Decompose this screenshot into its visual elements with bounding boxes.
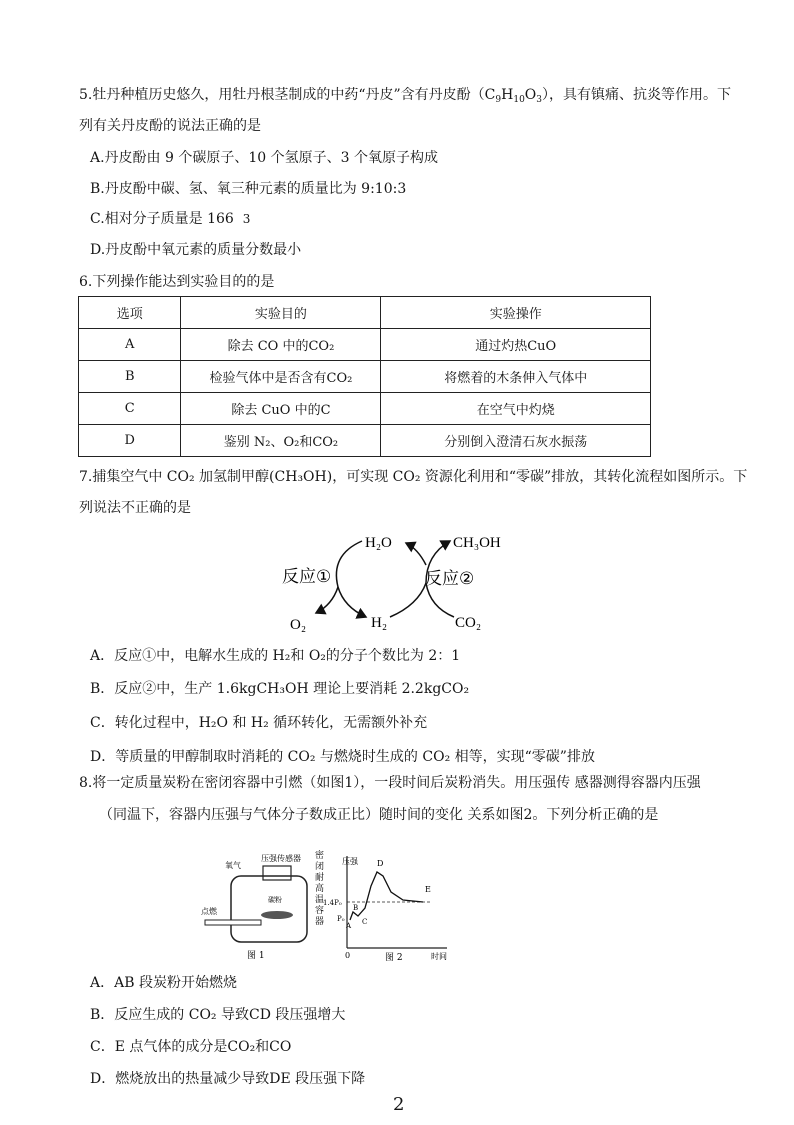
- table-row: [79, 361, 651, 393]
- q6-table: [78, 296, 651, 457]
- point-d: D: [377, 859, 384, 868]
- cell-operation: 将燃着的木条伸入气体中: [381, 361, 651, 393]
- cell-operation: 分别倒入澄清石灰水振荡: [381, 425, 651, 457]
- pressure-curve: [350, 872, 423, 920]
- q5-stem-line2: 列有关丹皮酚的说法正确的是: [79, 118, 261, 134]
- table-row: [79, 329, 651, 361]
- cell-operation: 通过灼热CuO: [381, 329, 651, 361]
- figure1-caption: 图 1: [247, 951, 265, 961]
- ignition-rod: [205, 920, 261, 925]
- arc-h2-to-reaction2: [390, 583, 426, 617]
- cell-purpose: 除去 CO 中的CO₂: [181, 329, 381, 361]
- point-c: C: [362, 918, 368, 926]
- cell-purpose: 检验气体中是否含有CO₂: [181, 361, 381, 393]
- ch3oh-label: CH₃OH: [453, 535, 501, 551]
- container-char: 温: [315, 895, 325, 905]
- header-operation: 实验操作: [381, 297, 651, 329]
- reaction1-label: 反应①: [282, 567, 332, 587]
- q8-option-d: D．燃烧放出的热量减少导致DE 段压强下降: [90, 1071, 366, 1087]
- powder-label: 碳粉: [268, 896, 282, 904]
- q5-option-c: C.相对分子质量是 166 3: [90, 211, 251, 227]
- oxygen-label: 氧气: [225, 861, 241, 870]
- q8-option-b: B．反应生成的 CO₂ 导致CD 段压强增大: [90, 1007, 346, 1023]
- q8-option-a: A．AB 段炭粉开始燃烧: [90, 975, 237, 991]
- q5-option-b: B.丹皮酚中碳、氢、氧三种元素的质量比为 9:10:3: [90, 181, 407, 197]
- q5-stem-line1: 5.牡丹种植历史悠久，用牡丹根茎制成的中药“丹皮”含有丹皮酚$(C_9H_{10}O_3)$，具有镇痛、抗炎等作用。下: [79, 87, 732, 105]
- carbon-powder: [261, 911, 293, 919]
- container: [231, 876, 307, 942]
- container-char: 闭: [315, 862, 325, 872]
- cell-purpose: 除去 CuO 中的C: [181, 393, 381, 425]
- cell-option: C: [79, 393, 181, 425]
- h2o-label: H₂O: [365, 535, 392, 551]
- page-number: 2: [393, 1094, 405, 1115]
- q8-stem-line2: （同温下，容器内压强与气体分子数成正比）随时间的变化 关系如图2。下列分析正确的是: [99, 807, 659, 823]
- sensor-label: 压强传感器: [261, 854, 301, 863]
- arc-h2o-to-h2: [336, 541, 366, 617]
- p-label: 1.4P₀: [323, 899, 342, 907]
- q8-stem-line1: 8.将一定质量炭粉在密闭容器中引燃（如图1），一段时间后炭粉消失。用压强传 感器测得容器内压强: [79, 775, 701, 791]
- container-char: 密: [315, 851, 325, 861]
- figure2-graph: [323, 856, 447, 963]
- cell-option: A: [79, 329, 181, 361]
- container-char: 高: [315, 884, 325, 894]
- arrow-to-o2: [316, 587, 338, 613]
- figure2-caption: 图 2: [385, 953, 403, 963]
- h2-label: H₂: [371, 615, 388, 631]
- y-axis-label: 压强: [342, 857, 358, 866]
- o2-label: O₂: [290, 617, 307, 633]
- figure1-apparatus: [201, 849, 324, 961]
- container-char: 器: [315, 917, 325, 927]
- co2-label: CO₂: [455, 615, 482, 631]
- header-option: 选项: [79, 297, 181, 329]
- q7-option-c: C．转化过程中，H₂O 和 H₂ 循环转化，无需额外补充: [90, 715, 428, 731]
- cell-option: D: [79, 425, 181, 457]
- table-row: [79, 425, 651, 457]
- cell-purpose: 鉴别 N₂、O₂和CO₂: [181, 425, 381, 457]
- ignite-label: 点燃: [201, 907, 217, 916]
- q7-stem-line2: 列说法不正确的是: [79, 500, 191, 516]
- origin-label: 0: [345, 951, 351, 960]
- point-a: A: [346, 922, 352, 930]
- arrow-to-h2o: [406, 543, 426, 565]
- q8-figures: [195, 848, 465, 966]
- q8-option-c: C．E 点气体的成分是CO₂和CO: [90, 1039, 292, 1055]
- cell-option: B: [79, 361, 181, 393]
- table-row: [79, 393, 651, 425]
- q6-stem: 6.下列操作能达到实验目的的是: [79, 274, 275, 290]
- x-axis-label: 时间: [431, 952, 447, 961]
- reaction2-label: 反应②: [425, 569, 475, 589]
- q7-stem-line1: 7.捕集空气中 CO₂ 加氢制甲醇(CH₃OH)，可实现 CO₂ 资源化利用和“零碳”排放，其转化流程如图所示。下: [79, 469, 748, 485]
- q7-option-a: A．反应①中，电解水生成的 H₂和 O₂的分子个数比为 2：1: [90, 648, 461, 664]
- q5-option-a: A.丹皮酚由 9 个碳原子、10 个氢原子、3 个氧原子构成: [90, 150, 438, 166]
- cell-operation: 在空气中灼烧: [381, 393, 651, 425]
- container-char: 耐: [315, 873, 325, 883]
- pressure-sensor: [263, 866, 291, 880]
- container-char: 容: [315, 906, 325, 916]
- q7-option-d: D．等质量的甲醇制取时消耗的 CO₂ 与燃烧时生成的 CO₂ 相等，实现“零碳”排放: [90, 749, 595, 765]
- point-b: B: [353, 904, 359, 912]
- point-e: E: [425, 885, 431, 894]
- p0-label: P₀: [337, 915, 345, 923]
- q5-option-d: D.丹皮酚中氧元素的质量分数最小: [90, 242, 302, 258]
- handwritten-mark: 3: [242, 212, 251, 226]
- q7-option-b: B．反应②中，生产 1.6kgCH₃OH 理论上要消耗 2.2kgCO₂: [90, 681, 470, 697]
- header-purpose: 实验目的: [181, 297, 381, 329]
- q7-cycle-diagram: [270, 525, 530, 640]
- table-header-row: [79, 297, 651, 329]
